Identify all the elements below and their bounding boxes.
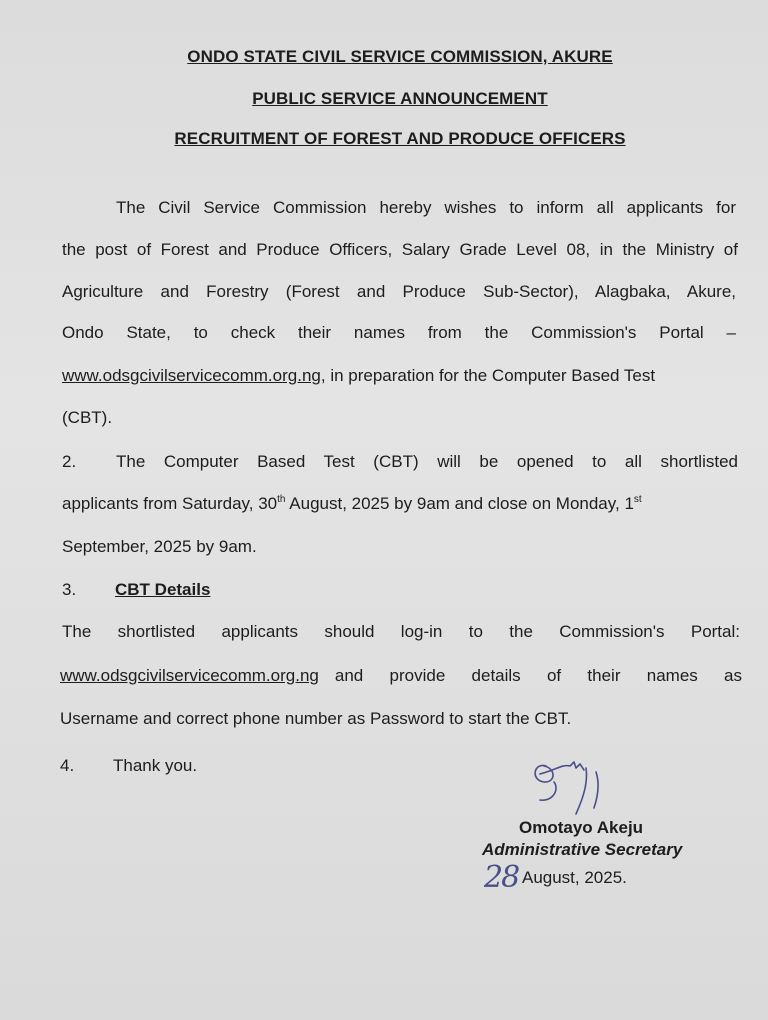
heading-announcement: PUBLIC SERVICE ANNOUNCEMENT bbox=[252, 89, 548, 108]
para2-number: 2. bbox=[62, 452, 77, 471]
para1-line2: the post of Forest and Produce Officers, Salary Grade Level 08, in the Ministry of bbox=[62, 240, 738, 259]
para3-line1: The shortlisted applicants should log-in to the Commission's Portal: bbox=[62, 622, 740, 641]
para4-text: Thank you. bbox=[113, 756, 198, 775]
para3-line2: www.odsgcivilservicecomm.org.ng and provide details of their names as bbox=[60, 666, 742, 685]
para1-line5: www.odsgcivilservicecomm.org.ng, in preparation for the Computer Based Test bbox=[62, 366, 656, 385]
para3-line3: Username and correct phone number as Password to start the CBT. bbox=[60, 709, 572, 728]
signatory-name: Omotayo Akeju bbox=[519, 818, 644, 837]
signature-date: 28 August, 2025. bbox=[484, 860, 627, 895]
heading-commission: ONDO STATE CIVIL SERVICE COMMISSION, AKURE bbox=[187, 47, 613, 66]
para1-line1: The Civil Service Commission hereby wishes to inform all applicants for bbox=[116, 198, 736, 217]
portal-link[interactable]: www.odsgcivilservicecomm.org.ng bbox=[62, 366, 321, 385]
handwritten-day: 28 bbox=[484, 860, 519, 895]
para1-line4: Ondo State, to check their names from the Commission's Portal – bbox=[62, 323, 736, 342]
portal-link-2[interactable]: www.odsgcivilservicecomm.org.ng bbox=[60, 666, 319, 685]
signature-scribble bbox=[526, 752, 616, 822]
para2-line2: applicants from Saturday, 30th August, 2025 by 9am and close on Monday, 1st bbox=[62, 494, 642, 513]
heading-recruitment: RECRUITMENT OF FOREST AND PRODUCE OFFICERS bbox=[174, 129, 626, 148]
para1-line3: Agriculture and Forestry (Forest and Produce Sub-Sector), Alagbaka, Akure, bbox=[62, 282, 736, 301]
para4-number: 4. bbox=[60, 756, 75, 775]
para1-line6: (CBT). bbox=[62, 408, 113, 427]
para3-title: CBT Details bbox=[115, 580, 211, 599]
para2-line3: September, 2025 by 9am. bbox=[62, 537, 257, 556]
para2-line1: The Computer Based Test (CBT) will be opened to all shortlisted bbox=[116, 452, 738, 471]
para3-number: 3. bbox=[62, 580, 77, 599]
signatory-title: Administrative Secretary bbox=[482, 840, 683, 859]
